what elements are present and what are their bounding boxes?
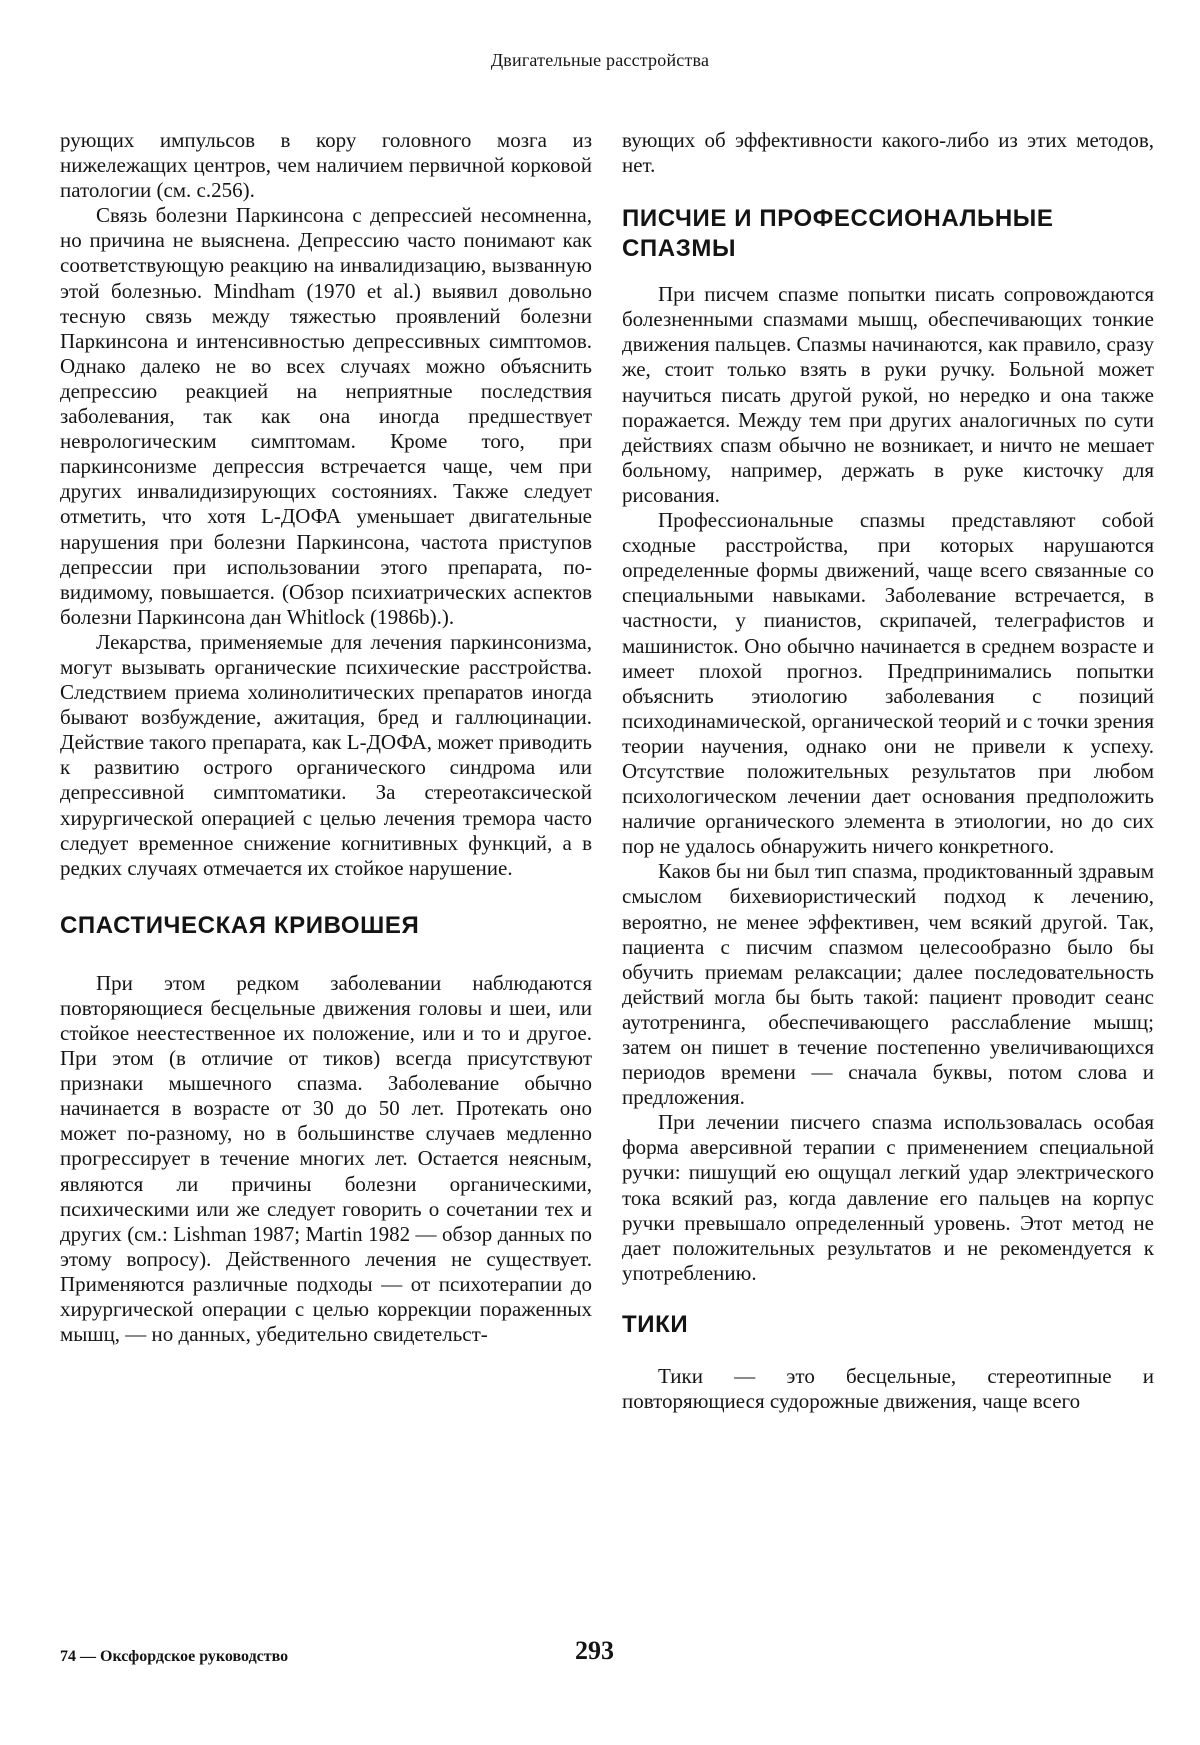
paragraph: рующих импульсов в кору головного мозга из нижележащих центров, чем наличием первичной корковой патологии (см. с.256).: [60, 128, 592, 203]
paragraph: При лечении писчего спазма использовалась особая форма аверсивной терапии с применением специальной ручки: пишущий ею ощущал легкий удар электрического тока всякий раз, когда давление его пальцев на корпус ручки превышало определенный уровень. Этот метод не дает положительных результатов и не рекомендуется к употреблению.: [622, 1110, 1154, 1285]
paragraph: При писчем спазме попытки писать сопровождаются болезненными спазмами мышц, обеспечивающих тонкие движения пальцев. Спазмы начинаются, как правило, сразу же, стоит только взять в руки ручку. Больной может научиться писать другой рукой, но нередко и она также поражается. Между тем при других аналогичных по сути действиях спазм обычно не возникает, и ничто не мешает больному, например, держать в руке кисточку для рисования.: [622, 282, 1155, 507]
right-column: [622, 128, 1154, 1414]
paragraph: Лекарства, применяемые для лечения паркинсонизма, могут вызывать органические психические расстройства. Следствием приема холинолитических препаратов иногда бывают возбуждение, ажитация, бред и галлюцинации. Действие такого препарата, как L-ДОФА, может приводить к развитию острого органического синдрома или депрессивной симптоматики. За стереотаксической хирургической операцией с целью лечения тремора часто следует временное снижение когнитивных функций, а в редких случаях отмечается их стойкое нарушение.: [60, 629, 592, 880]
paragraph: вующих об эффективности какого-либо из этих методов, нет.: [622, 128, 1154, 178]
paragraph: Профессиональные спазмы представляют собой сходные расстройства, при которых нарушаются определенные формы движений, чаще всего связанные со специальными навыками. Заболевание встречается, в частности, у пианистов, скрипачей, телеграфистов и машинисток. Оно обычно начинается в среднем возрасте и имеет плохой прогноз. Предпринимались попытки объяснить этиологию заболевания с позиций психодинамической, органической теорий и с точки зрения теории научения, однако они не привели к успеху. Отсутствие положительных результатов при любом психологическом лечении дает основания предположить наличие органического элемента в этиологии, но до сих пор не удалось обнаружить ничего конкретного.: [622, 508, 1154, 859]
section-heading-spastic-torticollis: СПАСТИЧЕСКАЯ КРИВОШЕЯ: [60, 911, 420, 939]
section-heading-writers-cramp: ПИСЧИЕ И ПРОФЕССИОНАЛЬНЫЕ СПАЗМЫ: [622, 205, 1054, 263]
paragraph: При этом редком заболевании наблюдаются повторяющиеся бесцельные движения головы и шеи, или стойкое неестественное их положение, или и то и другое. При этом (в отличие от тиков) всегда присутствуют признаки мышечного спазма. Заболевание обычно начинается в возрасте от 30 до 50 лет. Протекать оно может по-разному, но в большинстве случаев медленно прогрессирует в течение многих лет. Остается неясным, являются ли причины болезни органическими, психическими или же следует говорить о сочетании тех и других (см.: Lishman 1987; Martin 1982 — обзор данных по этому вопросу). Действенного лечения не существует. Применяются различные подходы — от психотерапии до хирургической операции с целью коррекции пораженных мышц, — но данных, убедительно свидетельст-: [60, 970, 592, 1347]
paragraph: Связь болезни Паркинсона с депрессией несомненна, но причина не выяснена. Депрессию часто понимают как соответствующую реакцию на инвалидизацию, вызванную этой болезнью. Mindham (1970 et al.) выявил довольно тесную связь между тяжестью проявлений болезни Паркинсона и интенсивностью депрессивных симптомов. Однако далеко не во всех случаях можно объяснить депрессию реакцией на неприятные последствия заболевания, так как она иногда предшествует неврологическим симптомам. Кроме того, при паркинсонизме депрессия встречается чаще, чем при других инвалидизирующих состояниях. Также следует отметить, что хотя L-ДОФА уменьшает двигательные нарушения при болезни Паркинсона, частота приступов депрессии при использовании этого препарата, по-видимому, повышается. (Обзор психиатрических аспектов болезни Паркинсона дан Whitlock (1986b).).: [60, 203, 592, 629]
paragraph: Тики — это бесцельные, стереотипные и повторяющиеся судорожные движения, чаще всего: [622, 1363, 1154, 1414]
printer-signature: 74 — Оксфордское руководство: [60, 1648, 289, 1665]
page-number: 293: [575, 1636, 614, 1665]
paragraph: Каков бы ни был тип спазма, продиктованный здравым смыслом бихевиористический подход к лечению, вероятно, не менее эффективен, чем всякий другой. Так, пациента с писчим спазмом целесообразно было бы обучить приемам релаксации; далее последовательность действий могла бы быть такой: пациент проводит сеанс аутотренинга, обеспечивающего расслабление мышц; затем он пишет в течение постепенно увеличивающихся периодов времени — сначала буквы, потом слова и предложения.: [622, 859, 1154, 1110]
running-title: Двигательные расстройства: [490, 50, 710, 70]
section-heading-tics: ТИКИ: [622, 1310, 689, 1338]
left-column: [60, 128, 592, 1347]
